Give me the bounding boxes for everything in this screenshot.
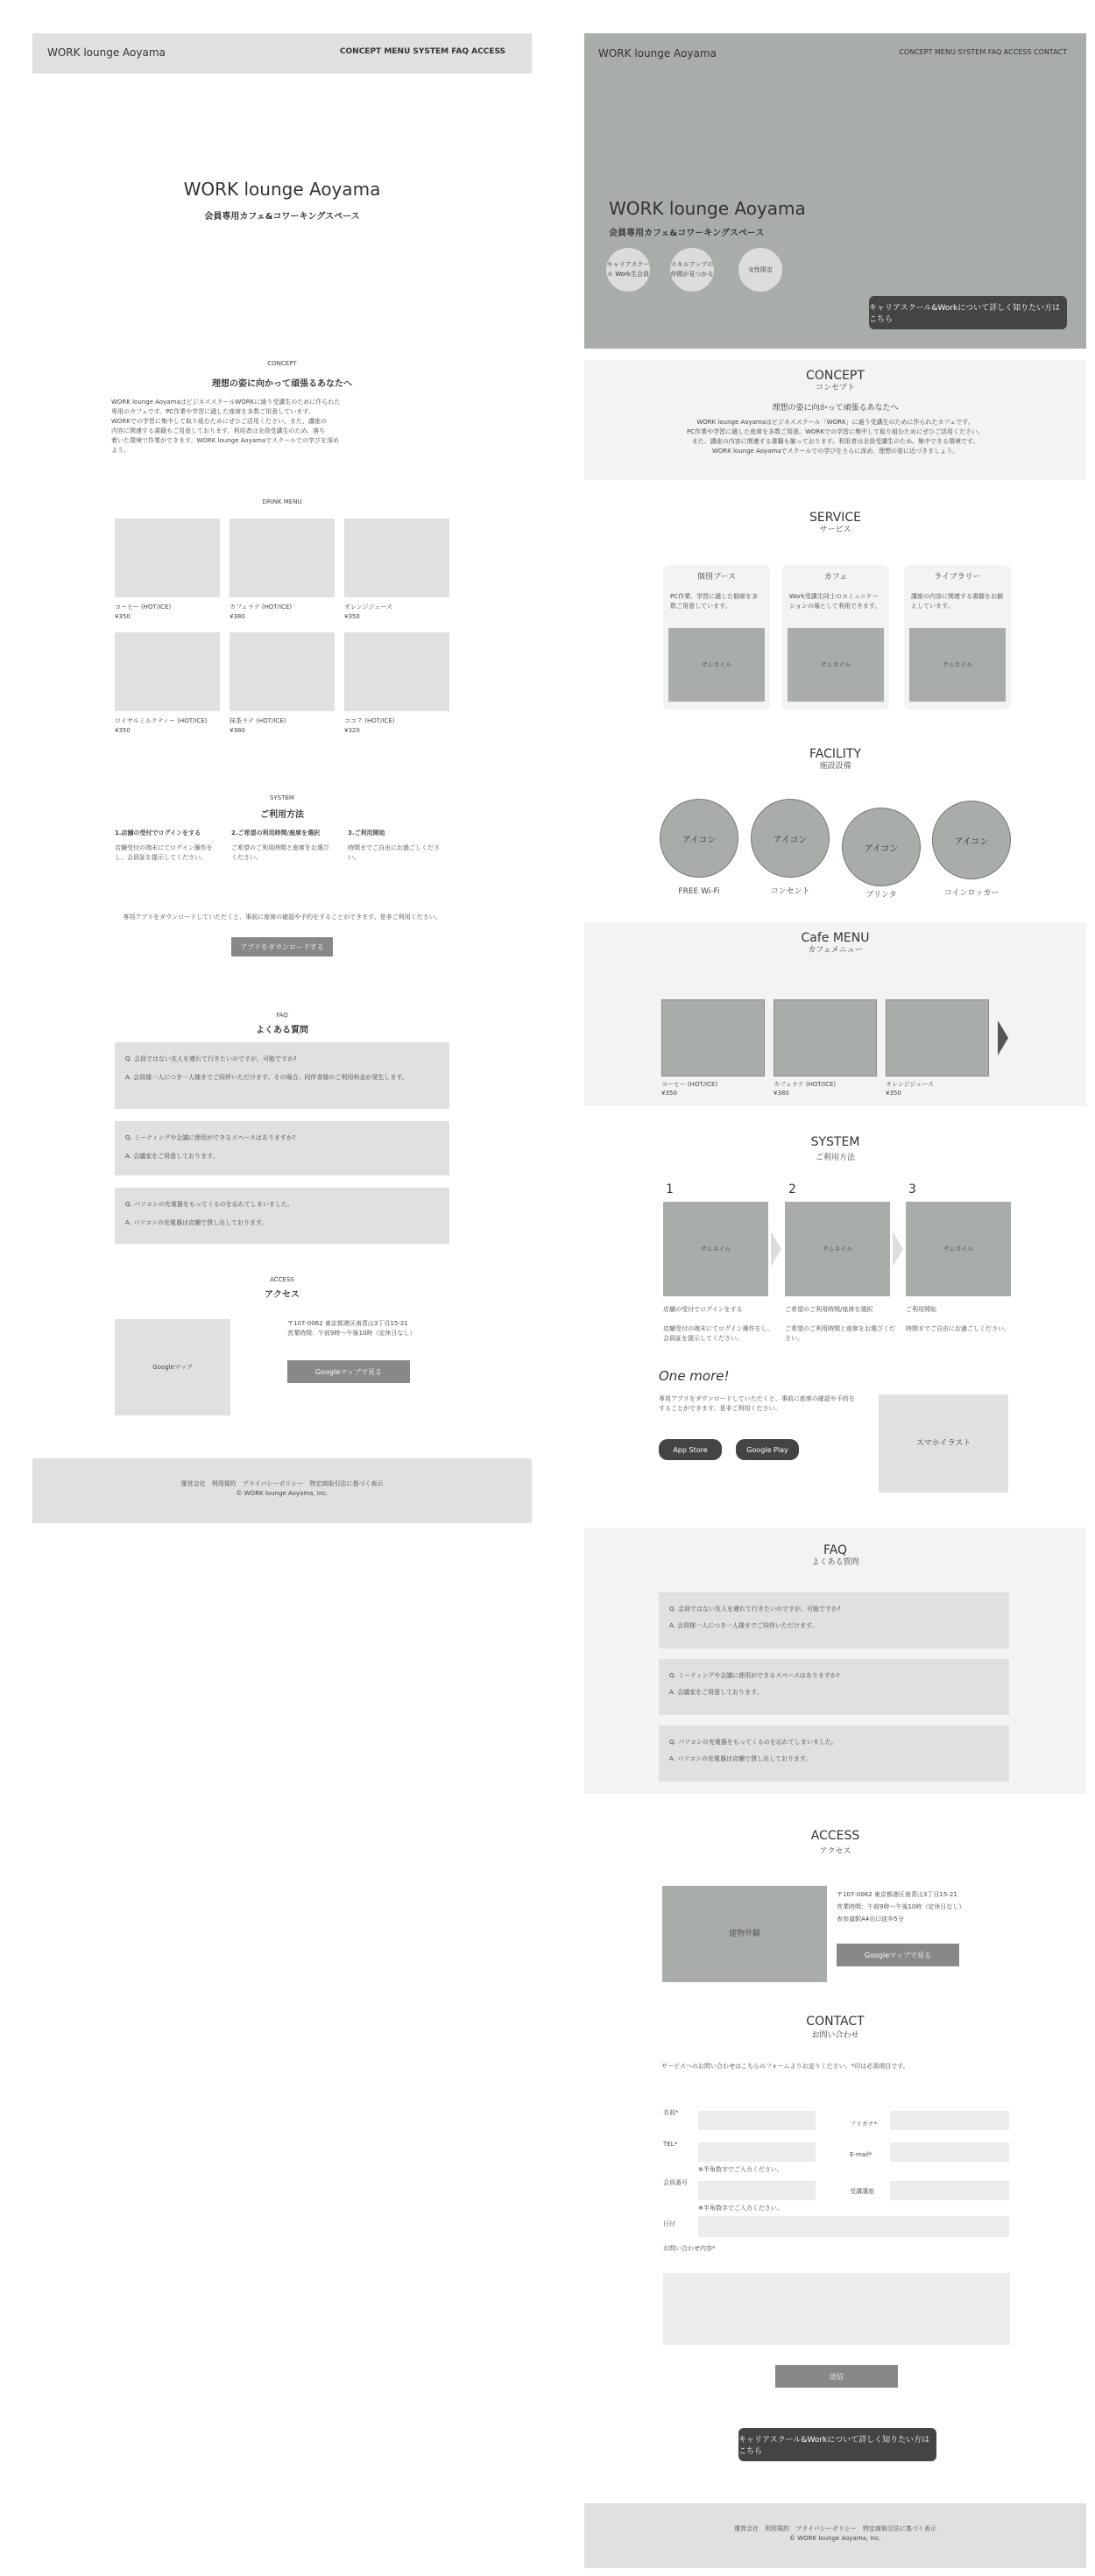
course-field[interactable] — [890, 2181, 1009, 2200]
left-access-heading: アクセス — [265, 1290, 300, 1300]
faq-answer: A. 会員様一人につき一人様までご同伴いただけます。 — [669, 1622, 818, 1629]
right-logo[interactable]: WORK lounge Aoyama — [598, 47, 717, 60]
step-title: ご希望のご利用時間/座席を選択 — [785, 1306, 873, 1313]
right-access-sub: アクセス — [819, 1847, 851, 1856]
drink-name: ロイヤルミルクティー (HOT/ICE) — [115, 717, 208, 724]
faq-answer: A. パソコンの充電器は店舗で貸し出しております。 — [669, 1755, 812, 1762]
right-google-map-button[interactable]: Googleマップで見る — [837, 1944, 959, 1966]
left-system — [32, 794, 532, 820]
drink-price: ¥350 — [344, 613, 360, 620]
step-title: 3.ご利用開始 — [348, 829, 385, 836]
cafe-menu-image — [661, 999, 765, 1076]
drink-name: 抹茶ラテ (HOT/ICE) — [230, 717, 286, 724]
submit-button[interactable]: 送信 — [775, 2365, 898, 2388]
left-system-step — [115, 829, 218, 863]
smartphone-illustration: スマホイラスト — [879, 1394, 1008, 1493]
service-card-text: Work受講生同士のコミュニケーションの場として利用できます。 — [789, 593, 881, 610]
right-station: 表参道駅A4出口徒歩5分 — [837, 1916, 904, 1923]
faq-question: Q. ミーティングや会議に使用ができるスペースはありますか? — [125, 1134, 296, 1141]
google-play-button[interactable]: Google Play — [736, 1439, 799, 1460]
building-exterior-image: 建物外観 — [662, 1886, 827, 1982]
cafe-menu-price: ¥380 — [774, 1090, 789, 1097]
left-footer — [32, 1458, 532, 1523]
step-arrow-icon — [893, 1232, 903, 1267]
step-text: ご希望のご利用時間と座席をお選びください。 — [231, 844, 329, 861]
right-access-heading: ACCESS — [810, 1829, 860, 1843]
right-service — [584, 511, 1086, 536]
right-concept-heading: CONCEPT — [806, 369, 865, 383]
left-concept-body — [111, 398, 453, 455]
right-concept-sub: コンセプト — [815, 384, 855, 392]
hero-badge: スキルアップの 仲間が見つかる — [670, 248, 714, 292]
right-cafe — [584, 922, 1086, 1106]
google-map[interactable]: Googleマップ — [115, 1319, 230, 1415]
locker-icon: アイコン — [932, 801, 1011, 879]
faq-question: Q. 会員ではない友人を連れて行きたいのですが、可能ですか? — [669, 1606, 841, 1613]
left-hero-subtitle: 会員専用カフェ&コワーキングスペース — [204, 212, 360, 222]
left-access — [32, 1275, 532, 1300]
drink-name: コーヒー (HOT/ICE) — [115, 603, 172, 610]
cafe-menu-name: オレンジジュース — [886, 1081, 934, 1088]
cafe-menu-image — [774, 999, 877, 1076]
right-cafe-heading: Cafe MENU — [801, 931, 870, 945]
step-number: 3 — [908, 1182, 916, 1196]
left-header — [32, 33, 532, 74]
tel-field[interactable] — [698, 2142, 816, 2162]
left-concept-heading: 理想の姿に向かって頑張るあなたへ — [212, 379, 352, 389]
message-label: お問い合わせ内容* — [663, 2245, 716, 2252]
left-system-note: 専用アプリをダウンロードしていただくと、事前に座席の確認や予約をすることができます。是非ご利用ください。 — [123, 914, 442, 921]
footer-links[interactable]: 運営会社 利用規約 プライバシーポリシー 特定商取引法に基づく表示 — [180, 1480, 384, 1487]
step-text: ご希望のご利用時間と座席をお選びください。 — [785, 1325, 895, 1342]
right-service-heading: SERVICE — [809, 511, 862, 525]
cafe-menu-name: カフェラテ (HOT/ICE) — [774, 1081, 837, 1088]
faq-item[interactable] — [659, 1592, 1009, 1648]
facility-label: コインロッカー — [943, 889, 1000, 898]
faq-answer: A. 会員様一人につき一人様までご同伴いただけます。その場合、同伴者様のご利用料金が発生します。 — [125, 1074, 408, 1081]
faq-question: Q. パソコンの充電器をもってくるのを忘れてしまいました。 — [669, 1739, 837, 1746]
left-hours: 営業時間：午前9時〜午後10時（定休日なし） — [287, 1330, 416, 1337]
kana-field[interactable] — [890, 2111, 1009, 2130]
contact-cta-button[interactable]: キャリアスクール&Workについて詳しく知りたい方はこちら — [738, 2428, 936, 2461]
service-thumbnail: サムネイル — [909, 628, 1006, 702]
name-field[interactable] — [698, 2111, 816, 2130]
right-system-sub: ご利用方法 — [815, 1154, 855, 1162]
right-faq-heading: FAQ — [823, 1543, 848, 1557]
faq-question: Q. パソコンの充電器をもってくるのを忘れてしまいました。 — [125, 1201, 293, 1208]
member-label: 会員番号 — [663, 2179, 688, 2186]
step-title: 店舗の受付でログインをする — [663, 1306, 743, 1313]
service-card — [663, 565, 770, 709]
left-hero — [32, 179, 532, 222]
step-text: 時間までご自由にお過ごしください。 — [348, 844, 440, 861]
right-facility — [584, 747, 1086, 773]
right-concept-line: PC作業や学習に適した座席を多数ご用意。WORKでの学習に集中して取り組むためにぜひご活用ください。 — [687, 428, 984, 435]
right-contact-sub: お問い合わせ — [811, 2031, 859, 2040]
service-card-text: 講座の内容に関連する書籍をお揃えしています。 — [911, 593, 1003, 610]
left-drink-label: DRINK MENU — [262, 498, 302, 505]
step-title: 2.ご希望の利用時間/座席を選択 — [231, 829, 321, 836]
left-faq — [32, 1011, 532, 1035]
step-text: 時間までご自由にお過ごしください。 — [906, 1325, 1010, 1332]
right-concept-line: WORK lounge Aoyamaはビジネススクール「WORK」に通う受講生のために作られたカフェです。 — [696, 419, 974, 426]
date-field[interactable] — [698, 2216, 1009, 2237]
left-concept-line: 内容に関連する書籍もご用意しております。利用者は全員受講生のため、落ち — [111, 427, 326, 434]
faq-answer: A. 会議室をご用意しております。 — [669, 1689, 763, 1696]
left-logo[interactable]: WORK lounge Aoyama — [47, 46, 166, 59]
left-address: 〒107-0062 東京都港区南青山3丁目15-21 — [287, 1320, 408, 1327]
drink-price: ¥380 — [230, 613, 245, 620]
right-faq-title — [584, 1543, 1086, 1569]
left-system-heading: ご利用方法 — [260, 810, 304, 820]
drink-name: オレンジジュース — [344, 603, 392, 610]
faq-item[interactable] — [115, 1121, 449, 1175]
email-label: E-mail* — [850, 2151, 872, 2158]
tel-hint: ※半角数字でご入力ください。 — [698, 2166, 783, 2173]
right-system — [584, 1135, 1086, 1164]
left-concept-line: よう。 — [111, 447, 130, 454]
faq-item[interactable] — [659, 1726, 1009, 1782]
date-label: 日付 — [663, 2220, 675, 2227]
right-cafe-sub: カフェメニュー — [808, 946, 863, 955]
right-facility-heading: FACILITY — [809, 747, 862, 761]
right-concept-line: WORK lounge Aoyamaでスクールでの学びをさらに深め、理想の姿に近づきましょう。 — [711, 448, 959, 455]
step-text: 店舗受付の端末にてログイン操作をし、会員証を提示してください。 — [663, 1325, 774, 1342]
left-access-label: ACCESS — [270, 1276, 294, 1283]
left-system-step — [348, 829, 451, 863]
drink-name: カフェラテ (HOT/ICE) — [230, 603, 293, 610]
step-title: 1.店舗の受付でログインをする — [115, 829, 201, 836]
right-address: 〒107-0062 東京都港区南青山3丁目15-21 — [837, 1891, 957, 1898]
drink-image — [344, 632, 449, 711]
drink-price: ¥320 — [344, 727, 360, 734]
right-access — [584, 1829, 1086, 1858]
right-concept-lead: 理想の姿に向かって頑張るあなたへ — [772, 404, 899, 413]
footer-copyright: © WORK lounge Aoyama, Inc. — [236, 1490, 328, 1497]
right-hours: 営業時間：午前9時〜午後10時（定休日なし） — [837, 1903, 965, 1910]
cafe-menu-name: コーヒー (HOT/ICE) — [661, 1081, 718, 1088]
tel-label: TEL* — [663, 2141, 678, 2148]
step-thumbnail: サムネイル — [906, 1202, 1011, 1296]
left-concept-line: WORK lounge AoyamaはビジネススクールWORKに通う受講生のために作られた — [111, 399, 341, 406]
right-hero-title: WORK lounge Aoyama — [609, 198, 806, 219]
left-faq-label: FAQ — [276, 1012, 288, 1019]
step-text: 店舗受付の端末にてログイン操作をし、会員証を提示してください。 — [115, 844, 213, 861]
right-faq-sub: よくある質問 — [811, 1558, 859, 1567]
drink-image — [115, 519, 220, 597]
step-thumbnail: サムネイル — [663, 1202, 768, 1296]
right-faq — [584, 1528, 1086, 1794]
carousel-next-arrow-icon[interactable] — [998, 1020, 1008, 1055]
right-nav[interactable]: CONCEPT MENU SYSTEM FAQ ACCESS CONTACT — [899, 48, 1067, 56]
printer-icon: アイコン — [842, 808, 921, 886]
right-cafe-title — [584, 931, 1086, 956]
hero-badge: キャリアスクール Work生会員 — [606, 248, 650, 292]
right-contact — [584, 2015, 1086, 2042]
service-thumbnail: サムネイル — [668, 628, 765, 702]
right-footer — [584, 2503, 1086, 2568]
right-hero-subtitle: 会員専用カフェ&コワーキングスペース — [609, 229, 765, 238]
one-more-label: One more! — [659, 1368, 730, 1384]
step-arrow-icon — [771, 1232, 781, 1267]
facility-label: プリンタ — [865, 891, 897, 900]
member-hint: ※半角数字でご入力ください。 — [698, 2205, 783, 2212]
service-card — [904, 565, 1011, 709]
cafe-menu-image — [886, 999, 989, 1076]
left-google-map-button[interactable]: Googleマップで見る — [287, 1360, 410, 1383]
app-download-text: 専用アプリをダウンロードしていただくと、事前に座席の確認や予約をすることができます。是非ご利用ください。 — [659, 1395, 855, 1412]
cafe-menu-price: ¥350 — [886, 1090, 901, 1097]
right-facility-sub: 施設設備 — [819, 762, 851, 771]
outlet-icon: アイコン — [751, 799, 830, 878]
right-concept-body — [584, 418, 1086, 456]
drink-image — [115, 632, 220, 711]
right-service-sub: サービス — [819, 526, 851, 534]
hero-cta-button[interactable]: キャリアスクール&Workについて詳しく知りたい方はこちら — [869, 296, 1067, 329]
app-store-button[interactable]: App Store — [659, 1439, 722, 1460]
left-nav[interactable]: CONCEPT MENU SYSTEM FAQ ACCESS — [339, 47, 505, 56]
download-app-button[interactable]: アプリをダウンロードする — [231, 937, 333, 956]
course-label: 受講講座 — [850, 2188, 874, 2195]
step-title: ご利用開始 — [906, 1306, 936, 1313]
faq-question: Q. 会員ではない友人を連れて行きたいのですが、可能ですか? — [125, 1055, 297, 1062]
footer-links[interactable]: 運営会社 利用規約 プライバシーポリシー 特定商取引法に基づく表示 — [734, 2525, 936, 2532]
left-concept-line: 着いた環境で作業ができます。WORK lounge Aoyamaでスクールでの学びを深め — [111, 437, 339, 444]
drink-price: ¥380 — [230, 727, 245, 734]
faq-item[interactable] — [659, 1659, 1009, 1715]
drink-image — [344, 519, 449, 597]
faq-item[interactable] — [115, 1188, 449, 1244]
right-concept — [584, 360, 1086, 480]
faq-item[interactable] — [115, 1042, 449, 1109]
right-hero — [584, 33, 1086, 349]
service-card-title: カフェ — [823, 573, 848, 582]
drink-price: ¥350 — [115, 727, 131, 734]
cafe-menu-price: ¥350 — [661, 1090, 677, 1097]
faq-answer: A. 会議室をご用意しております。 — [125, 1153, 219, 1160]
drink-image — [230, 632, 335, 711]
facility-label: FREE Wi-Fi — [678, 887, 720, 896]
left-concept-line: WORKでの学習に集中して取り組むためにぜひご活用ください。また、講座の — [111, 418, 327, 425]
facility-label: コンセント — [770, 887, 810, 896]
service-card-text: PC作業、学習に適した個席を多数ご用意しています。 — [670, 593, 759, 610]
right-system-heading: SYSTEM — [810, 1135, 860, 1149]
left-concept-label: CONCEPT — [267, 360, 297, 367]
member-number-field[interactable] — [698, 2181, 816, 2200]
left-concept — [111, 359, 453, 455]
kana-label: フリガナ* — [850, 2121, 878, 2128]
footer-copyright: © WORK lounge Aoyama, Inc. — [789, 2535, 881, 2542]
right-contact-heading: CONTACT — [806, 2015, 865, 2029]
faq-answer: A. パソコンの充電器は店舗で貸し出しております。 — [125, 1219, 268, 1226]
left-system-step — [231, 829, 335, 863]
step-number: 1 — [666, 1182, 674, 1196]
left-concept-line: 専用のカフェです。PC作業や学習に適した座席を多数ご用意しています。 — [111, 408, 314, 415]
service-card-title: ライブラリー — [934, 573, 981, 582]
left-hero-title: WORK lounge Aoyama — [183, 179, 381, 200]
left-system-label: SYSTEM — [270, 794, 294, 801]
service-thumbnail: サムネイル — [788, 628, 884, 702]
name-label: 名前* — [663, 2109, 679, 2116]
service-card — [782, 565, 889, 709]
step-thumbnail: サムネイル — [785, 1202, 890, 1296]
email-field[interactable] — [890, 2142, 1009, 2162]
wifi-icon: アイコン — [660, 799, 738, 878]
right-concept-line: また、講座の内容に関連する書籍も揃っております。利用者は全員受講生のため、集中できる環境です。 — [691, 438, 979, 445]
message-textarea[interactable] — [663, 2273, 1010, 2345]
contact-note: サービスへのお問い合わせはこちらのフォームよりお送りください。*印は必須項目です。 — [661, 2063, 909, 2070]
hero-badge: 女性限定 — [738, 248, 782, 292]
drink-image — [230, 519, 335, 597]
faq-question: Q. ミーティングや会議に使用ができるスペースはありますか? — [669, 1672, 840, 1679]
drink-name: ココア (HOT/ICE) — [344, 717, 395, 724]
step-number: 2 — [788, 1182, 796, 1196]
drink-price: ¥350 — [115, 613, 131, 620]
left-faq-heading: よくある質問 — [256, 1026, 308, 1035]
service-card-title: 個別ブース — [696, 573, 737, 582]
